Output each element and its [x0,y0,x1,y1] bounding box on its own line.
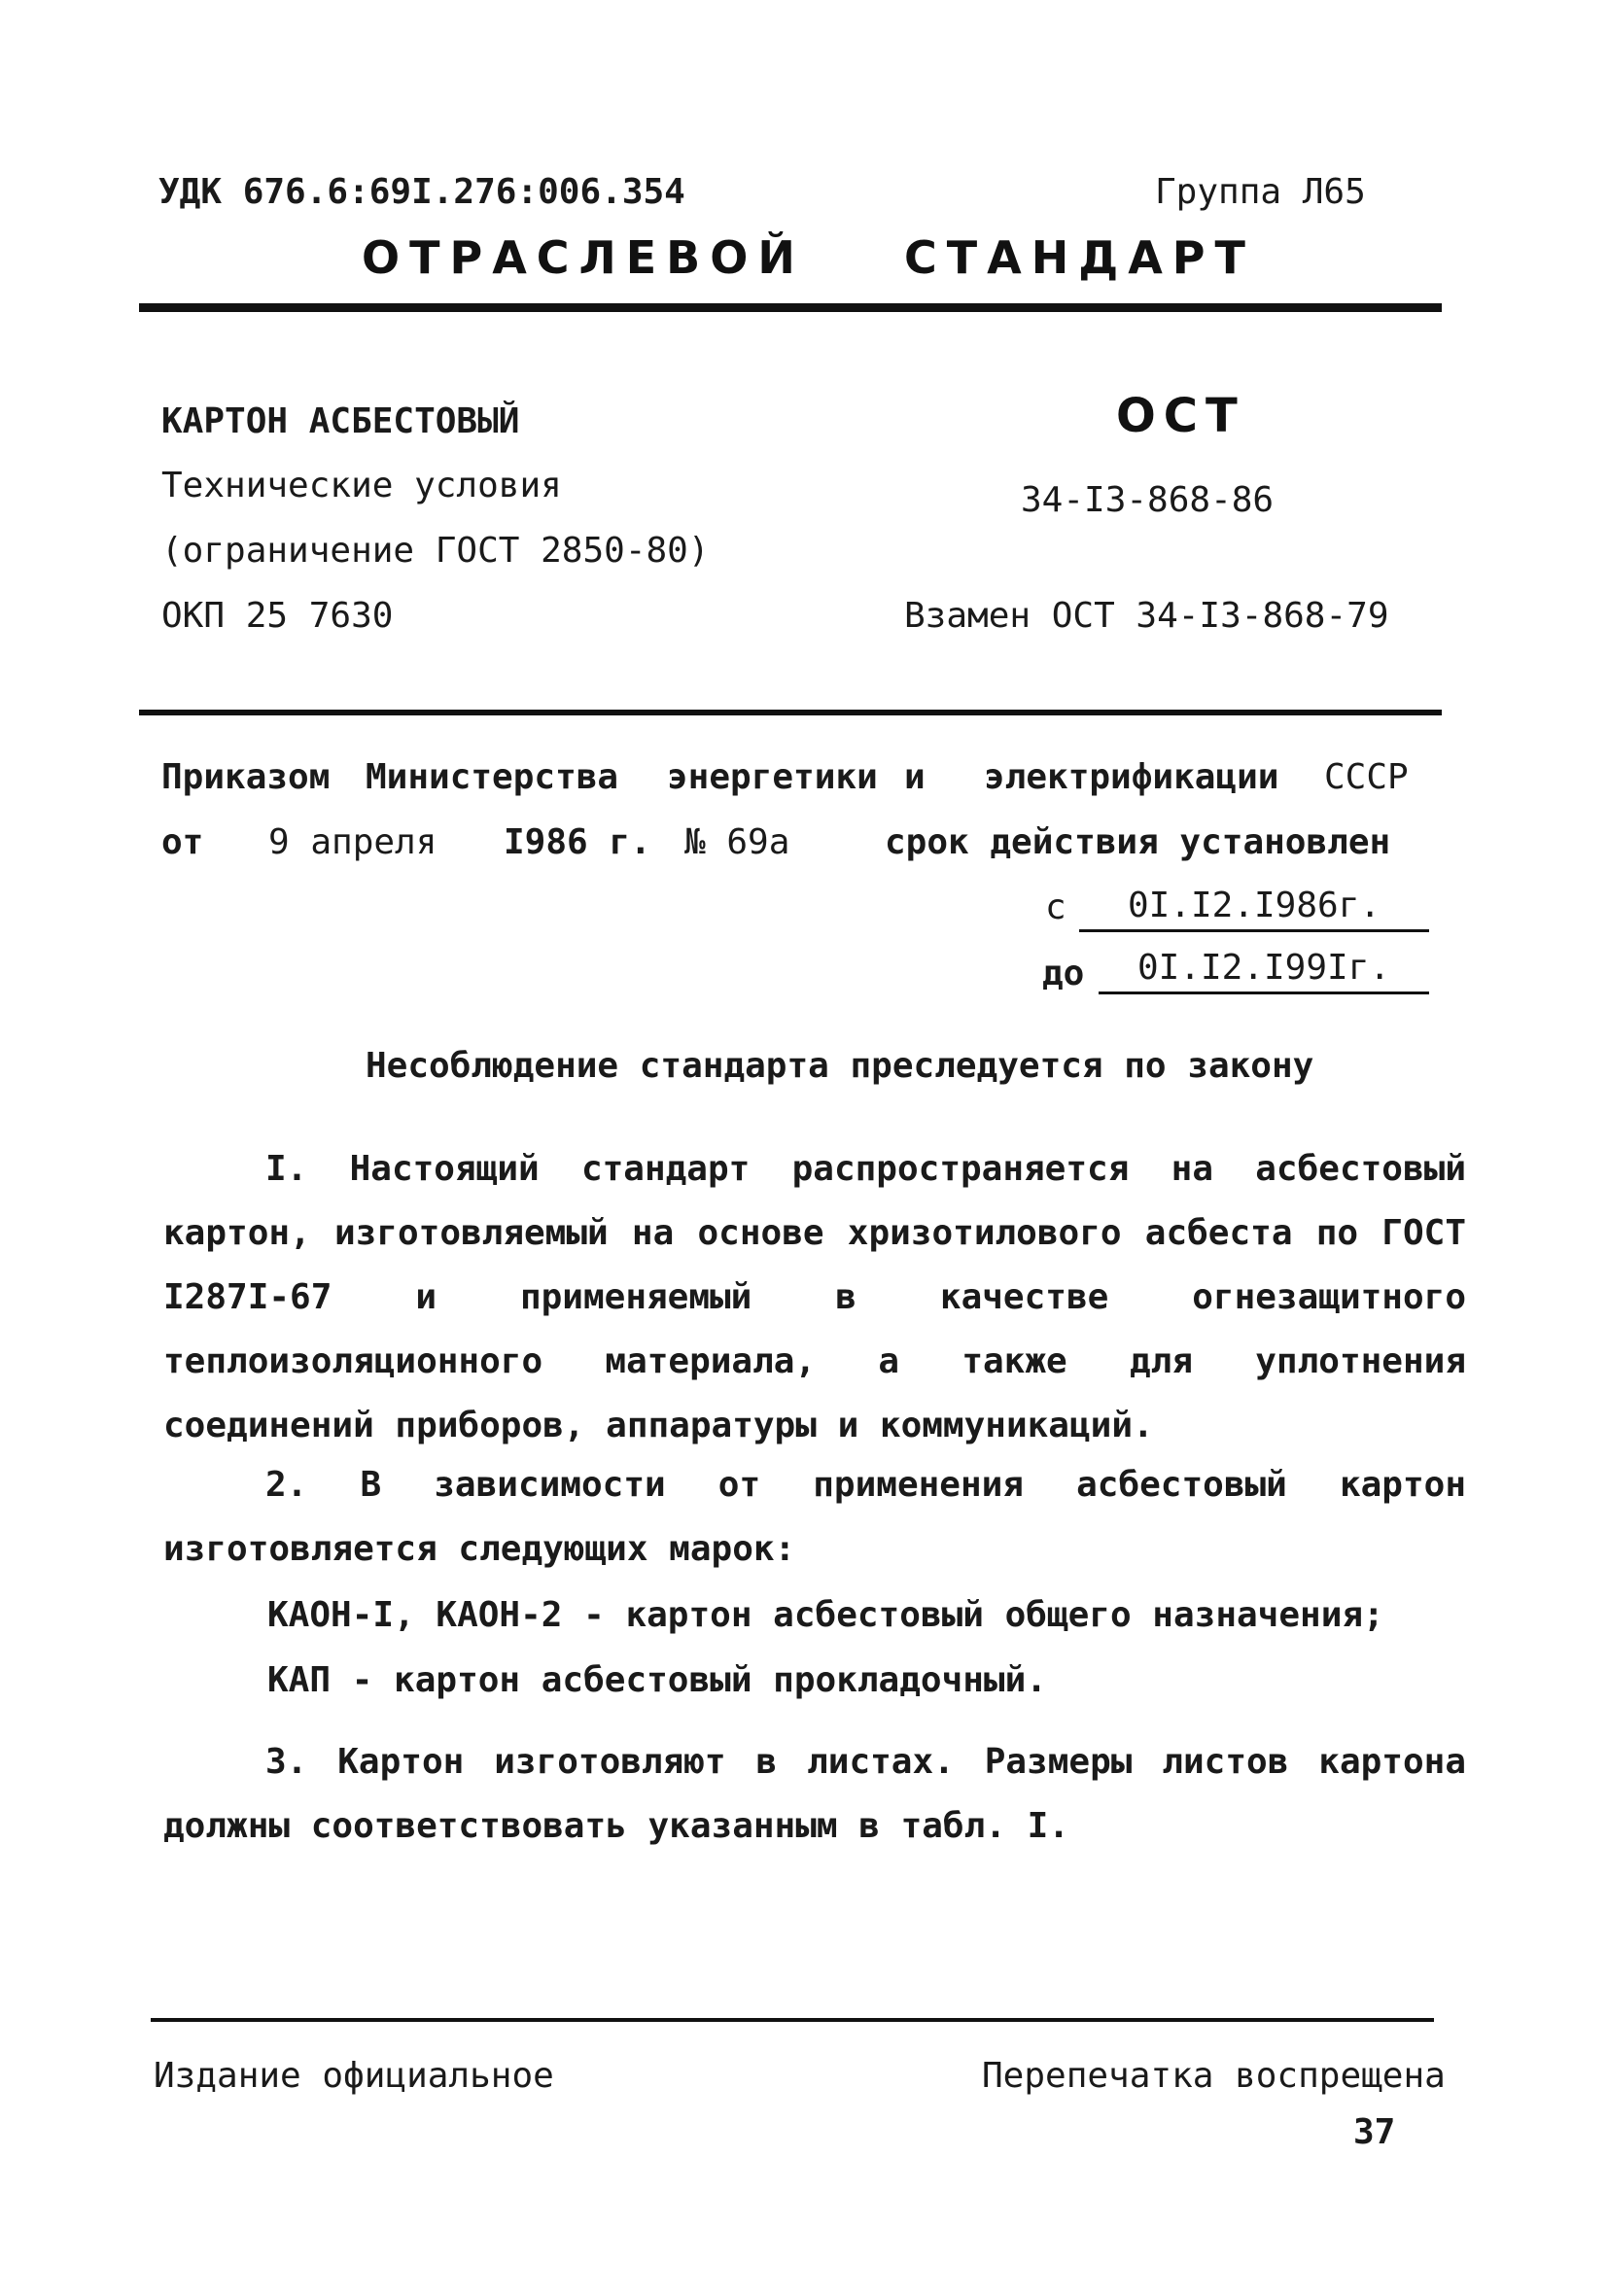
order-number: № 69а [684,822,790,862]
group-code: Группа Л65 [1155,172,1366,212]
order-day-month: 9 апреля [268,822,437,862]
clause-2: 2. В зависимости от применения асбестовый картон изготовляется следующих марок: [163,1465,1466,1569]
order-year: I986 г. [504,822,651,862]
udk-code: УДК 676.6:69I.276:006.354 [158,172,685,212]
order-word-4: и [904,757,926,797]
date-from-value: 0I.I2.I986г. [1079,887,1429,932]
title-rule [139,710,1442,715]
law-notice: Несоблюдение стандарта преследуется по закону [366,1046,1314,1086]
clause-2-item-2: КАП - картон асбестовый прокладочный. [267,1660,1047,1700]
order-word-6: СССР [1324,757,1409,797]
clause-2-item-1: КАОН-I, КАОН-2 - картон асбестовый общего назначения; [267,1595,1384,1635]
ost-number: 34-I3-868-86 [1021,480,1275,520]
product-subtitle: Технические условия [161,466,562,505]
banner-right: СТАНДАРТ [904,231,1255,284]
order-word-2: Министерства [366,757,619,797]
page-number: 37 [1353,2112,1396,2152]
clause-3: 3. Картон изготовляют в листах. Размеры листов картона должны соответствовать указанным в табл. I. [163,1742,1466,1846]
order-word-1: Приказом [161,757,331,797]
order-word-5: электрификации [984,757,1279,797]
restriction-note: (ограничение ГОСТ 2850-80) [161,531,710,571]
reprint-prohibited: Перепечатка воспрещена [982,2056,1446,2096]
ost-label: ОСТ [1116,389,1245,443]
product-name: КАРТОН АСБЕСТОВЫЙ [161,401,520,441]
okp-code: ОКП 25 7630 [161,596,394,636]
official-edition: Издание официальное [154,2056,554,2096]
order-word-3: энергетики [667,757,878,797]
validity-label: срок действия установлен [885,822,1391,862]
banner-left: ОТРАСЛЕВОЙ [362,231,805,284]
replaces-note: Взамен ОСТ 34-I3-868-79 [904,596,1389,636]
footer-rule [151,2018,1434,2022]
order-from: от [161,822,204,862]
date-to-value: 0I.I2.I99Iг. [1099,949,1429,994]
clause-1: I. Настоящий стандарт распространяется на асбестовый картон, изготовляемый на основе хризотилового асбеста по ГОСТ I287I-67 и применяемый в качестве огнезащитного теплоизоляционного материала, а также для уплотнения соединений приборов, аппаратуры и коммуникаций. [163,1149,1466,1445]
header-rule [139,303,1442,312]
date-to-label: до [1042,954,1085,993]
date-from-label: с [1045,887,1066,927]
